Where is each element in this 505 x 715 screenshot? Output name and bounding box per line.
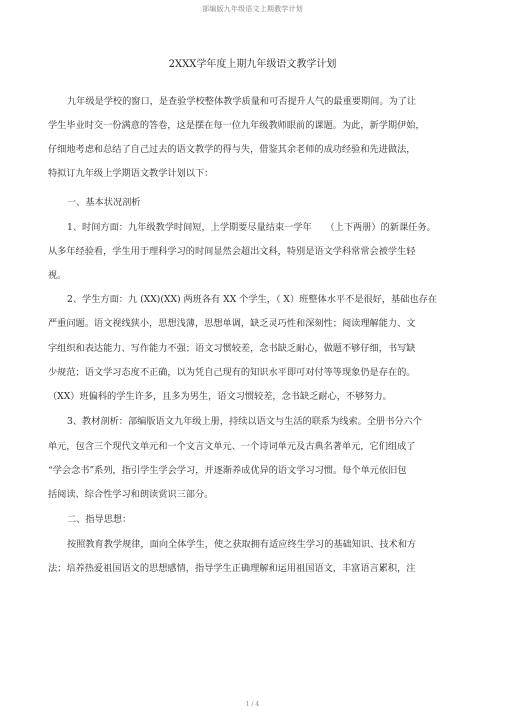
page-number: 1 / 4 — [245, 701, 260, 708]
paragraph-line: 字组织和表达能力、写作能力不强；语文习惯较差，念书缺乏耐心，做题不够仔细，书写缺 — [48, 343, 416, 354]
paragraph-line: 按照教育教学规律，面向全体学生，使之获取拥有适应终生学习的基础知识、技术和方 — [67, 539, 417, 550]
paragraph-line: 3、教材剖析：部编版语文九年级上册，持续以语文与生活的联系为线索。全册书分六个 — [67, 416, 422, 427]
paragraph-line: 特拟订九年级上学期语文教学计划以下： — [48, 168, 214, 179]
section-heading: 一、基本状况剖析 — [67, 197, 141, 208]
paragraph-line: （XX）班偏科的学生许多，且多为男生，语文习惯较差，念书缺乏耐心，不够努力。 — [48, 391, 392, 402]
page-header: 部编版九年级语文上期教学计划 — [202, 5, 303, 13]
paragraph-line: 学生毕业时交一份满意的答卷，这是摆在每一位九年级教师眼前的课题。为此，新学期伊始， — [48, 120, 425, 131]
paragraph-line: 2、学生方面：九 (XX)(XX) 两班各有 XX 个学生，（ X）班整体水平不是很好，基础也存在 — [67, 294, 437, 305]
paragraph-line: “学会念书”系列，指引学生学会学习，并逐渐养成优异的语文学习习惯。每个单元依旧包 — [48, 465, 407, 476]
paragraph-line: 从多年经验看，学生用于理科学习的时间显然会超出文科，特别是语文学科常常会被学生轻 — [48, 246, 416, 257]
paragraph-line: 少规范；语文学习态度不正确，以为凭自己现有的知识水平即可对付等等现象仍是存在的。 — [48, 367, 416, 378]
paragraph-line: 括阅读、综合性学习和朗读赏识三部分。 — [48, 489, 214, 500]
paragraph-line: 九年级是学校的窗口，是查验学校整体教学质量和可否提升人气的最重要期间。为了让 — [67, 96, 417, 107]
paragraph-line: 法；培养热爱祖国语文的思想感情，指导学生正确理解和运用祖国语文，丰富语言累积，注 — [48, 563, 416, 574]
section-heading: 二、指导思想： — [67, 514, 132, 525]
paragraph-line: 视。 — [48, 270, 67, 281]
document-title: 2XXX学年度上期九年级语文教学计划 — [168, 59, 337, 70]
paragraph-line: 1、时间方面：九年级教学时间短，上学期要尽量结束一学年 （上下两册）的新课任务。 — [67, 222, 436, 233]
paragraph-line: 仔细地考虑和总结了自己过去的语文教学的得与失，借鉴其余老师的成功经验和先进做法， — [48, 144, 416, 155]
paragraph-line: 单元，包含三个现代文单元和一个文言文单元、一个诗词单元及古典名著单元，它们组成了 — [48, 441, 416, 452]
paragraph-line: 严重问题。语文视线狭小，思想浅薄，思想单调，缺乏灵巧性和深刻性；阅读理解能力、文 — [48, 318, 416, 329]
